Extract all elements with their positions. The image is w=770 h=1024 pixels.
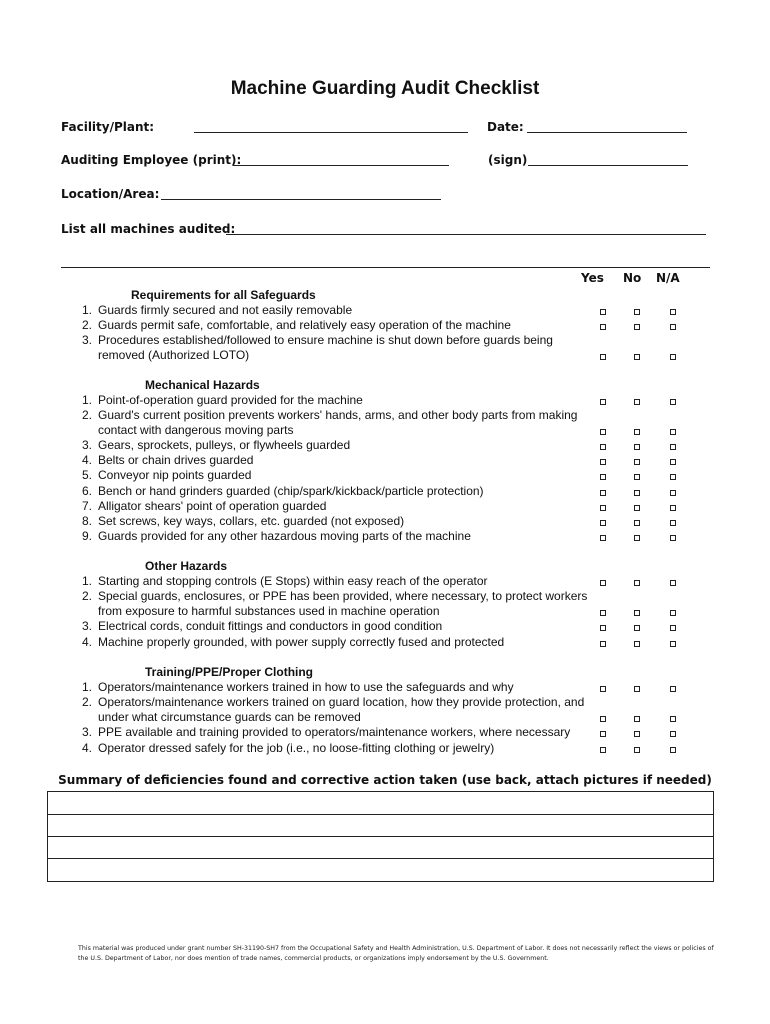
machines-label: List all machines audited: (61, 222, 236, 236)
item-number: 9. (81, 529, 92, 543)
no-checkbox[interactable] (634, 505, 640, 511)
no-checkbox[interactable] (634, 641, 640, 647)
item-number: 3. (81, 438, 92, 452)
item-number: 3. (81, 333, 92, 347)
no-checkbox[interactable] (634, 731, 640, 737)
no-checkbox[interactable] (634, 474, 640, 480)
date-field[interactable] (527, 132, 687, 133)
na-checkbox[interactable] (670, 444, 676, 450)
na-checkbox[interactable] (670, 716, 676, 722)
item-text: Operators/maintenance workers trained on guard location, how they provide protection, and under what circumstance guards can be removed (98, 695, 585, 724)
signature-field[interactable] (528, 165, 688, 166)
item-text: Belts or chain drives guarded (98, 453, 254, 467)
na-checkbox[interactable] (670, 429, 676, 435)
item-number: 1. (81, 574, 92, 588)
na-checkbox[interactable] (670, 641, 676, 647)
item-text: Machine properly grounded, with power supply correctly fused and protected (98, 635, 505, 649)
item-number: 2. (81, 318, 92, 332)
na-checkbox[interactable] (670, 399, 676, 405)
summary-table (47, 791, 714, 882)
section-title: Training/PPE/Proper Clothing (145, 665, 314, 679)
no-checkbox[interactable] (634, 625, 640, 631)
item-number: 3. (81, 619, 92, 633)
yes-checkbox[interactable] (600, 459, 606, 465)
item-text: Procedures established/followed to ensure machine is shut down before guards being removed (Authorized LOTO) (98, 333, 553, 362)
item-number: 3. (81, 725, 92, 739)
yes-checkbox[interactable] (600, 535, 606, 541)
auditor-label: Auditing Employee (print): (61, 153, 242, 167)
item-text: Alligator shears' point of operation guarded (98, 499, 327, 513)
yes-checkbox[interactable] (600, 399, 606, 405)
na-checkbox[interactable] (670, 686, 676, 692)
yes-checkbox[interactable] (600, 610, 606, 616)
item-text: Guard's current position prevents workers' hands, arms, and other body parts from making contact with dangerous moving parts (98, 408, 578, 437)
item-number: 2. (81, 589, 92, 603)
no-checkbox[interactable] (634, 610, 640, 616)
item-text: Bench or hand grinders guarded (chip/spark/kickback/particle protection) (98, 484, 484, 498)
item-text: Operators/maintenance workers trained in how to use the safeguards and why (98, 680, 514, 694)
na-checkbox[interactable] (670, 520, 676, 526)
na-checkbox[interactable] (670, 535, 676, 541)
date-label: Date: (487, 120, 524, 134)
section-title: Other Hazards (145, 559, 228, 573)
item-number: 5. (81, 468, 92, 482)
item-text: Special guards, enclosures, or PPE has been provided, where necessary, to protect workers from exposure to harmful substances used in machine operation (98, 589, 588, 618)
item-text: Guards firmly secured and not easily removable (98, 303, 353, 317)
footer-disclaimer: This material was produced under grant number SH-31190-SH7 from the Occupational Safety and Health Administration, U.S. Department of Labor. It does not necessarily reflect the views or policies of the U.S. Department of Labor, nor does mention of trade names, commercial products, or organizations imply endorsement by the U.S. Government. (78, 945, 714, 962)
section-title: Requirements for all Safeguards (131, 288, 316, 302)
item-number: 1. (81, 393, 92, 407)
facility-field[interactable] (194, 132, 468, 133)
item-number: 4. (81, 741, 92, 755)
yes-checkbox[interactable] (600, 429, 606, 435)
item-text: Point-of-operation guard provided for the machine (98, 393, 363, 407)
yes-checkbox[interactable] (600, 716, 606, 722)
yes-checkbox[interactable] (600, 324, 606, 330)
no-checkbox[interactable] (634, 580, 640, 586)
na-checkbox[interactable] (670, 625, 676, 631)
section-title: Mechanical Hazards (145, 378, 260, 392)
na-checkbox[interactable] (670, 490, 676, 496)
na-checkbox[interactable] (670, 731, 676, 737)
item-number: 4. (81, 453, 92, 467)
yes-checkbox[interactable] (600, 490, 606, 496)
summary-title: Summary of deficiencies found and corrective action taken (use back, attach pictures if needed) (58, 773, 712, 787)
na-checkbox[interactable] (670, 324, 676, 330)
location-label: Location/Area: (61, 187, 160, 201)
item-text: Conveyor nip points guarded (98, 468, 252, 482)
no-checkbox[interactable] (634, 444, 640, 450)
location-field[interactable] (161, 199, 441, 200)
item-text: Operator dressed safely for the job (i.e., no loose-fitting clothing or jewelry) (98, 741, 495, 755)
na-checkbox[interactable] (670, 354, 676, 360)
item-number: 1. (81, 680, 92, 694)
yes-checkbox[interactable] (600, 747, 606, 753)
no-checkbox[interactable] (634, 716, 640, 722)
auditor-field[interactable] (233, 165, 449, 166)
item-number: 1. (81, 303, 92, 317)
na-checkbox[interactable] (670, 580, 676, 586)
item-number: 8. (81, 514, 92, 528)
no-checkbox[interactable] (634, 490, 640, 496)
yes-checkbox[interactable] (600, 309, 606, 315)
item-number: 2. (81, 695, 92, 709)
yes-checkbox[interactable] (600, 641, 606, 647)
column-yes: Yes (581, 271, 604, 285)
no-checkbox[interactable] (634, 399, 640, 405)
na-checkbox[interactable] (670, 747, 676, 753)
item-text: PPE available and training provided to operators/maintenance workers, where necessary (98, 725, 571, 739)
column-na: N/A (656, 271, 680, 285)
item-text: Gears, sprockets, pulleys, or flywheels guarded (98, 438, 351, 452)
sign-label: (sign) (488, 153, 528, 167)
na-checkbox[interactable] (670, 474, 676, 480)
yes-checkbox[interactable] (600, 474, 606, 480)
yes-checkbox[interactable] (600, 520, 606, 526)
yes-checkbox[interactable] (600, 731, 606, 737)
yes-checkbox[interactable] (600, 354, 606, 360)
yes-checkbox[interactable] (600, 625, 606, 631)
summary-row-divider (48, 858, 713, 859)
na-checkbox[interactable] (670, 505, 676, 511)
item-number: 4. (81, 635, 92, 649)
item-text: Guards permit safe, comfortable, and relatively easy operation of the machine (98, 318, 511, 332)
na-checkbox[interactable] (670, 610, 676, 616)
item-text: Guards provided for any other hazardous moving parts of the machine (98, 529, 471, 543)
na-checkbox[interactable] (670, 309, 676, 315)
column-no: No (623, 271, 642, 285)
no-checkbox[interactable] (634, 429, 640, 435)
no-checkbox[interactable] (634, 520, 640, 526)
yes-checkbox[interactable] (600, 505, 606, 511)
page-title: Machine Guarding Audit Checklist (230, 78, 540, 99)
item-text: Electrical cords, conduit fittings and conductors in good condition (98, 619, 443, 633)
item-number: 6. (81, 484, 92, 498)
item-number: 7. (81, 499, 92, 513)
yes-checkbox[interactable] (600, 580, 606, 586)
facility-label: Facility/Plant: (61, 120, 155, 134)
no-checkbox[interactable] (634, 354, 640, 360)
summary-row-divider (48, 814, 713, 815)
no-checkbox[interactable] (634, 324, 640, 330)
yes-checkbox[interactable] (600, 686, 606, 692)
no-checkbox[interactable] (634, 459, 640, 465)
na-checkbox[interactable] (670, 459, 676, 465)
machines-field[interactable] (226, 234, 706, 235)
item-text: Starting and stopping controls (E Stops) within easy reach of the operator (98, 574, 488, 588)
item-text: Set screws, key ways, collars, etc. guarded (not exposed) (98, 514, 405, 528)
item-number: 2. (81, 408, 92, 422)
machines-field-line-2[interactable] (61, 267, 710, 268)
yes-checkbox[interactable] (600, 444, 606, 450)
no-checkbox[interactable] (634, 309, 640, 315)
no-checkbox[interactable] (634, 535, 640, 541)
no-checkbox[interactable] (634, 747, 640, 753)
no-checkbox[interactable] (634, 686, 640, 692)
summary-row-divider (48, 836, 713, 837)
